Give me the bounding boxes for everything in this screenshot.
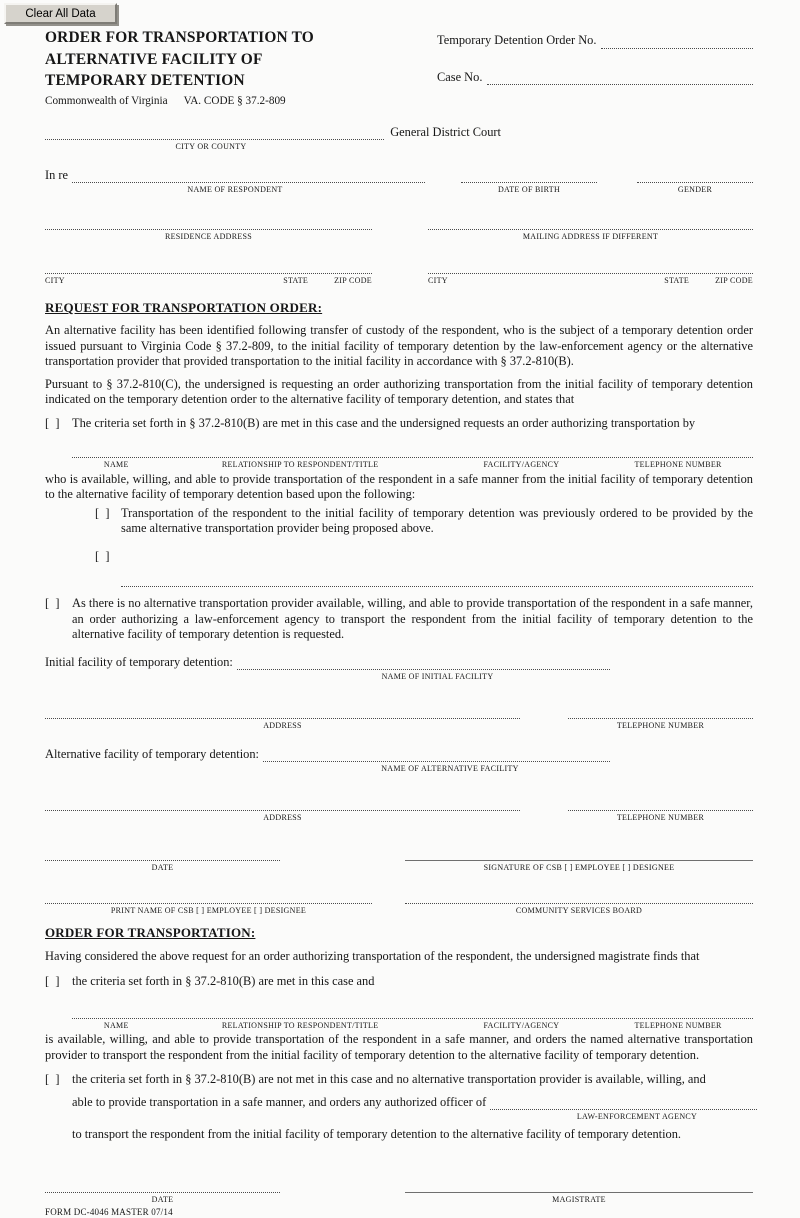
state-label: STATE xyxy=(664,276,690,286)
order-date-magistrate-labels xyxy=(45,1193,753,1205)
request-date-signature-row xyxy=(45,848,753,861)
case-number-field[interactable] xyxy=(487,72,753,85)
order-criteria-notmet-checkbox[interactable]: [ ] xyxy=(45,1072,60,1087)
order-notmet-line3: to transport the respondent from the initial facility of temporary detention to the alternative facility of temporary detention. xyxy=(72,1126,682,1141)
residence-city-state-zip-field[interactable] xyxy=(45,261,372,274)
order-notmet-line1: the criteria set forth in § 37.2-810(B) are not met in this case and no alternative transportation provider is available, willing, and xyxy=(72,1072,706,1087)
respondent-name-cell xyxy=(45,168,425,184)
magistrate-label: MAGISTRATE xyxy=(552,1195,606,1205)
address-label: ADDRESS xyxy=(263,812,302,822)
city-state-zip-row xyxy=(45,261,753,274)
date-label: DATE xyxy=(151,863,174,873)
provider-relationship-label: RELATIONSHIP TO RESPONDENT/TITLE xyxy=(221,1020,379,1030)
request-provider-text: who is available, willing, and able to provide transportation of the respondent in a safe manner from the initial facility of temporary detention to the alternative facility of temporary detention based upon the following: xyxy=(45,471,753,502)
form-title-line3: TEMPORARY DETENTION xyxy=(45,72,245,90)
provider-facility-label: FACILITY/AGENCY xyxy=(483,1020,560,1030)
residence-address-label: RESIDENCE ADDRESS xyxy=(164,231,253,241)
form-title-line2: ALTERNATIVE FACILITY OF xyxy=(45,50,263,68)
order-criteria-met-checkbox[interactable]: [ ] xyxy=(45,974,60,989)
provider-telephone-label: TELEPHONE NUMBER xyxy=(634,1020,722,1030)
city-label: CITY xyxy=(428,276,448,286)
initial-facility-telephone-field[interactable] xyxy=(568,706,753,719)
provider-telephone-label: TELEPHONE NUMBER xyxy=(634,460,722,470)
order-provider-field[interactable] xyxy=(72,1006,753,1019)
form-subtitle xyxy=(45,94,437,108)
va-code-label: VA. CODE § 37.2-809 xyxy=(183,94,286,107)
initial-facility-address-field[interactable] xyxy=(45,706,520,719)
provider-name-label: NAME xyxy=(103,460,129,470)
alt-facility-label: Alternative facility of temporary detention: xyxy=(45,746,260,761)
print-name-csb-labels xyxy=(45,904,753,916)
case-numbers-block xyxy=(437,27,753,108)
mailing-city-state-zip-field[interactable] xyxy=(428,261,753,274)
provider-name-label: NAME xyxy=(103,1020,129,1030)
date-of-birth-field[interactable] xyxy=(461,170,597,183)
initial-facility-row xyxy=(45,655,753,671)
no-provider-checkbox-row xyxy=(45,596,753,643)
no-provider-text: As there is no alternative transportation provider available, willing, and able to provide transportation of the respondent in a safe manner, an order authorizing a law-enforcement agency to transport the respondent from the initial facility of temporary detention to the alternative facility of temporary detention is requested. xyxy=(72,596,753,642)
address-labels-row xyxy=(45,230,753,242)
zip-code-label: ZIP CODE xyxy=(715,276,753,286)
date-of-birth-label: DATE OF BIRTH xyxy=(497,185,561,195)
request-provider-labels xyxy=(72,458,753,470)
clear-all-data-button[interactable]: Clear All Data xyxy=(4,3,117,24)
request-paragraph-2: Pursuant to § 37.2-810(C), the undersigned is requesting an order authorizing transportation from the initial facility of temporary detention indicated on the temporary detention order to the alternative facility of temporary detention, and states that xyxy=(45,376,753,407)
alt-facility-address-labels xyxy=(45,811,753,823)
prev-ordered-checkbox[interactable]: [ ] xyxy=(95,505,110,520)
request-section-heading: REQUEST FOR TRANSPORTATION ORDER: xyxy=(45,300,323,316)
telephone-number-label: TELEPHONE NUMBER xyxy=(616,721,705,730)
court-suffix: General District Court xyxy=(390,124,501,139)
other-basis-checkbox-row xyxy=(95,549,753,565)
other-basis-field[interactable] xyxy=(121,574,753,587)
initial-facility-field[interactable] xyxy=(237,657,610,670)
criteria-met-text: The criteria set forth in § 37.2-810(B) are met in this case and the undersigned requests an order authorizing transportation by xyxy=(72,415,696,430)
print-name-csb-row xyxy=(45,891,753,904)
case-number-row xyxy=(437,70,753,86)
initial-facility-label: Initial facility of temporary detention: xyxy=(45,654,233,669)
order-notmet-line2-text: able to provide transportation in a safe manner, and orders any authorized officer of xyxy=(72,1094,487,1109)
residence-address-field[interactable] xyxy=(45,217,372,230)
mailing-address-label: MAILING ADDRESS IF DIFFERENT xyxy=(522,231,659,241)
form-title-line1: ORDER FOR TRANSPORTATION TO xyxy=(45,29,314,46)
commonwealth-label: Commonwealth of Virginia xyxy=(45,94,168,107)
initial-facility-address-labels xyxy=(45,719,753,731)
print-name-field[interactable] xyxy=(45,891,372,904)
prev-ordered-checkbox-row xyxy=(95,506,753,537)
city-label: CITY xyxy=(45,276,65,286)
state-label: STATE xyxy=(283,276,309,286)
gender-label: GENDER xyxy=(677,185,713,195)
mailing-address-field[interactable] xyxy=(428,217,753,230)
address-row xyxy=(45,217,753,230)
name-of-alternative-facility-label: NAME OF ALTERNATIVE FACILITY xyxy=(381,764,519,774)
name-of-respondent-label: NAME OF RESPONDENT xyxy=(187,185,283,195)
name-of-initial-facility-label: NAME OF INITIAL FACILITY xyxy=(381,672,494,682)
no-provider-checkbox[interactable]: [ ] xyxy=(45,596,60,611)
court-row xyxy=(45,125,753,141)
signature-of-csb-label: SIGNATURE OF CSB [ ] EMPLOYEE [ ] DESIGNEE xyxy=(483,863,675,873)
order-provider-text: is available, willing, and able to provide transportation of the respondent in a safe manner, and orders the named alternative transportation provider to transport the respondent from the initial facility of temporary detention to the alternative facility of temporary detention. xyxy=(45,1032,753,1062)
request-provider-field[interactable] xyxy=(72,445,753,458)
city-or-county-label: CITY OR COUNTY xyxy=(175,142,247,152)
city-state-zip-labels-row xyxy=(45,274,753,286)
tdo-number-row xyxy=(437,33,753,49)
provider-facility-label: FACILITY/AGENCY xyxy=(483,460,560,470)
magistrate-signature-field[interactable] xyxy=(405,1180,753,1193)
request-date-signature-labels xyxy=(45,861,753,873)
law-enforcement-agency-label: LAW-ENFORCEMENT AGENCY xyxy=(576,1112,698,1122)
other-basis-checkbox[interactable]: [ ] xyxy=(95,548,110,563)
community-services-board-label: COMMUNITY SERVICES BOARD xyxy=(515,905,643,915)
request-checkbox1-row xyxy=(45,416,753,432)
mailing-csz-labels xyxy=(428,274,753,286)
telephone-number-label: TELEPHONE NUMBER xyxy=(616,812,705,822)
order-notmet-line2 xyxy=(72,1095,757,1111)
request-date-field[interactable] xyxy=(45,848,280,861)
form-title-block xyxy=(45,27,437,108)
gender-field[interactable] xyxy=(637,170,753,183)
zip-code-label: ZIP CODE xyxy=(334,276,372,286)
form-title xyxy=(45,27,437,92)
request-paragraph-1: An alternative facility has been identified following transfer of custody of the respondent, who is the subject of a temporary detention order issued pursuant to Virginia Code § 37.2-809, to the initial facility of temporary detention by the law-enforcement agency or the alternative transportation provider that provided transportation to the initial facility in accordance with § 37.2-810(B). xyxy=(45,323,753,369)
order-criteria-notmet-block xyxy=(72,1072,757,1142)
tdo-number-label: Temporary Detention Order No. xyxy=(437,33,597,47)
alt-facility-address-row xyxy=(45,798,753,811)
respondent-labels-row xyxy=(45,183,753,195)
respondent-name-field[interactable] xyxy=(72,170,425,183)
prev-ordered-text: Transportation of the respondent to the initial facility of temporary detention was previously ordered to be provided by the same alternative transportation provider being proposed above. xyxy=(121,505,753,536)
provider-relationship-label: RELATIONSHIP TO RESPONDENT/TITLE xyxy=(221,460,379,470)
alt-facility-telephone-field[interactable] xyxy=(568,798,753,811)
in-re-label: In re xyxy=(45,167,69,182)
court-name-field[interactable] xyxy=(45,127,384,140)
order-criteria-met-text: the criteria set forth in § 37.2-810(B) are met in this case and xyxy=(72,974,375,989)
alt-facility-address-field[interactable] xyxy=(45,798,520,811)
residence-csz-labels xyxy=(45,274,372,286)
csb-signature-field[interactable] xyxy=(405,848,753,861)
tdo-number-field[interactable] xyxy=(601,36,753,49)
order-date-field[interactable] xyxy=(45,1180,280,1193)
order-section-heading: ORDER FOR TRANSPORTATION: xyxy=(45,925,256,941)
date-label: DATE xyxy=(151,1195,174,1205)
law-enforcement-agency-field[interactable] xyxy=(490,1097,757,1110)
print-name-of-csb-label: PRINT NAME OF CSB [ ] EMPLOYEE [ ] DESIGNEE xyxy=(110,905,307,915)
address-label: ADDRESS xyxy=(263,721,302,730)
alt-facility-row xyxy=(45,747,753,763)
order-criteria-notmet-row xyxy=(45,1072,753,1142)
form-number: FORM DC-4046 MASTER 07/14 xyxy=(45,1207,173,1217)
order-provider-labels xyxy=(72,1019,753,1031)
order-date-magistrate-row xyxy=(45,1180,753,1193)
community-services-board-field[interactable] xyxy=(405,891,753,904)
respondent-row xyxy=(45,168,753,184)
initial-facility-address-row xyxy=(45,706,753,719)
form-header xyxy=(45,27,753,108)
criteria-met-checkbox[interactable]: [ ] xyxy=(45,415,60,430)
case-number-label: Case No. xyxy=(437,69,483,84)
alt-facility-field[interactable] xyxy=(263,749,610,762)
order-intro: Having considered the above request for an order authorizing transportation of the respondent, the undersigned magistrate finds that xyxy=(45,948,700,963)
order-criteria-met-row xyxy=(45,974,753,990)
